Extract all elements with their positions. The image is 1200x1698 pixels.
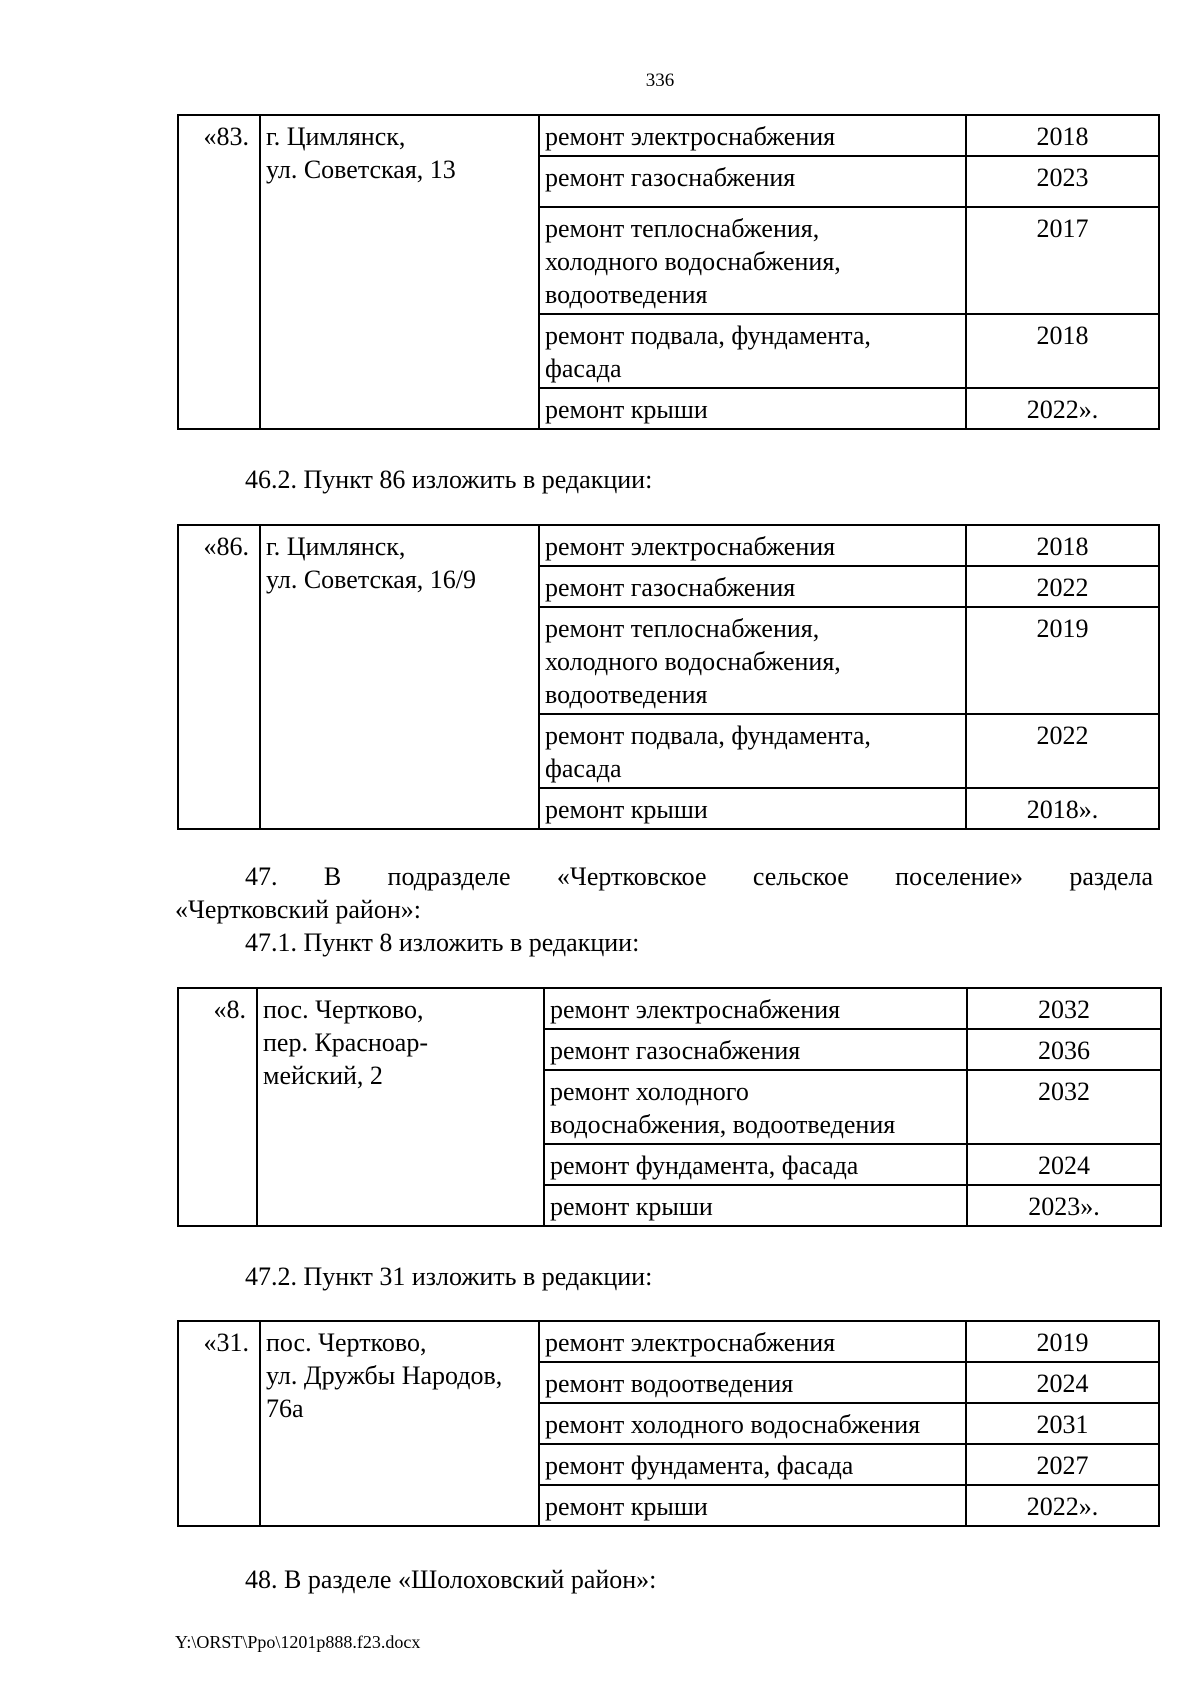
year-cell: 2032: [967, 988, 1161, 1029]
table-item-31: [177, 1320, 1160, 1527]
page-number: 336: [645, 70, 675, 91]
work-cell: ремонт газоснабжения: [539, 566, 966, 607]
item-number: «8.: [178, 988, 257, 1226]
work-cell: ремонт крыши: [539, 788, 966, 829]
year-cell: 2036: [967, 1029, 1161, 1070]
work-cell: ремонт фундамента, фасада: [539, 1444, 966, 1485]
work-cell: ремонт газоснабжения: [544, 1029, 967, 1070]
year-cell: 2023».: [967, 1185, 1161, 1226]
paragraph-48: 48. В разделе «Шолоховский район»:: [245, 1565, 657, 1594]
year-cell: 2023: [966, 156, 1159, 207]
year-cell: 2022».: [966, 1485, 1159, 1526]
item-address: пос. Чертково, ул. Дружбы Народов, 76а: [260, 1321, 539, 1526]
table-item-83: [177, 114, 1160, 430]
work-cell: ремонт электроснабжения: [544, 988, 967, 1029]
paragraph-47-line2: «Чертковский район»:: [175, 895, 421, 924]
year-cell: 2017: [966, 207, 1159, 314]
table-item-86: [177, 524, 1160, 830]
work-cell: ремонт водоотведения: [539, 1362, 966, 1403]
work-cell: ремонт газоснабжения: [539, 156, 966, 207]
work-cell: ремонт холодного водоснабжения: [539, 1403, 966, 1444]
work-cell: ремонт электроснабжения: [539, 525, 966, 566]
paragraph-47-1: 47.1. Пункт 8 изложить в редакции:: [245, 928, 640, 957]
year-cell: 2031: [966, 1403, 1159, 1444]
work-cell: ремонт электроснабжения: [539, 1321, 966, 1362]
year-cell: 2024: [967, 1144, 1161, 1185]
year-cell: 2022».: [966, 388, 1159, 429]
item-address: г. Цимлянск, ул. Советская, 16/9: [260, 525, 539, 829]
work-cell: ремонт крыши: [539, 388, 966, 429]
work-cell: ремонт подвала, фундамента, фасада: [539, 314, 966, 388]
work-cell: ремонт холодного водоснабжения, водоотведения: [544, 1070, 967, 1144]
item-address: г. Цимлянск, ул. Советская, 13: [260, 115, 539, 429]
year-cell: 2018: [966, 115, 1159, 156]
year-cell: 2018».: [966, 788, 1159, 829]
paragraph-47-2: 47.2. Пункт 31 изложить в редакции:: [245, 1262, 653, 1291]
work-cell: ремонт теплоснабжения, холодного водоснабжения, водоотведения: [539, 607, 966, 714]
year-cell: 2024: [966, 1362, 1159, 1403]
year-cell: 2018: [966, 525, 1159, 566]
year-cell: 2027: [966, 1444, 1159, 1485]
work-cell: ремонт крыши: [539, 1485, 966, 1526]
paragraph-47-line1: 47. В подразделе «Чертковское сельское поселение» раздела: [245, 862, 1153, 891]
table-item-8: [177, 987, 1162, 1227]
item-address: пос. Чертково, пер. Красноар- мейский, 2: [257, 988, 544, 1226]
year-cell: 2022: [966, 714, 1159, 788]
item-number: «31.: [178, 1321, 260, 1526]
item-number: «83.: [178, 115, 260, 429]
work-cell: ремонт подвала, фундамента, фасада: [539, 714, 966, 788]
item-number: «86.: [178, 525, 260, 829]
paragraph-46-2: 46.2. Пункт 86 изложить в редакции:: [245, 465, 653, 494]
year-cell: 2019: [966, 607, 1159, 714]
year-cell: 2022: [966, 566, 1159, 607]
work-cell: ремонт фундамента, фасада: [544, 1144, 967, 1185]
year-cell: 2019: [966, 1321, 1159, 1362]
work-cell: ремонт крыши: [544, 1185, 967, 1226]
year-cell: 2018: [966, 314, 1159, 388]
footer-file-path: Y:\ORST\Ppo\1201p888.f23.docx: [175, 1632, 421, 1652]
work-cell: ремонт электроснабжения: [539, 115, 966, 156]
year-cell: 2032: [967, 1070, 1161, 1144]
work-cell: ремонт теплоснабжения, холодного водоснабжения, водоотведения: [539, 207, 966, 314]
